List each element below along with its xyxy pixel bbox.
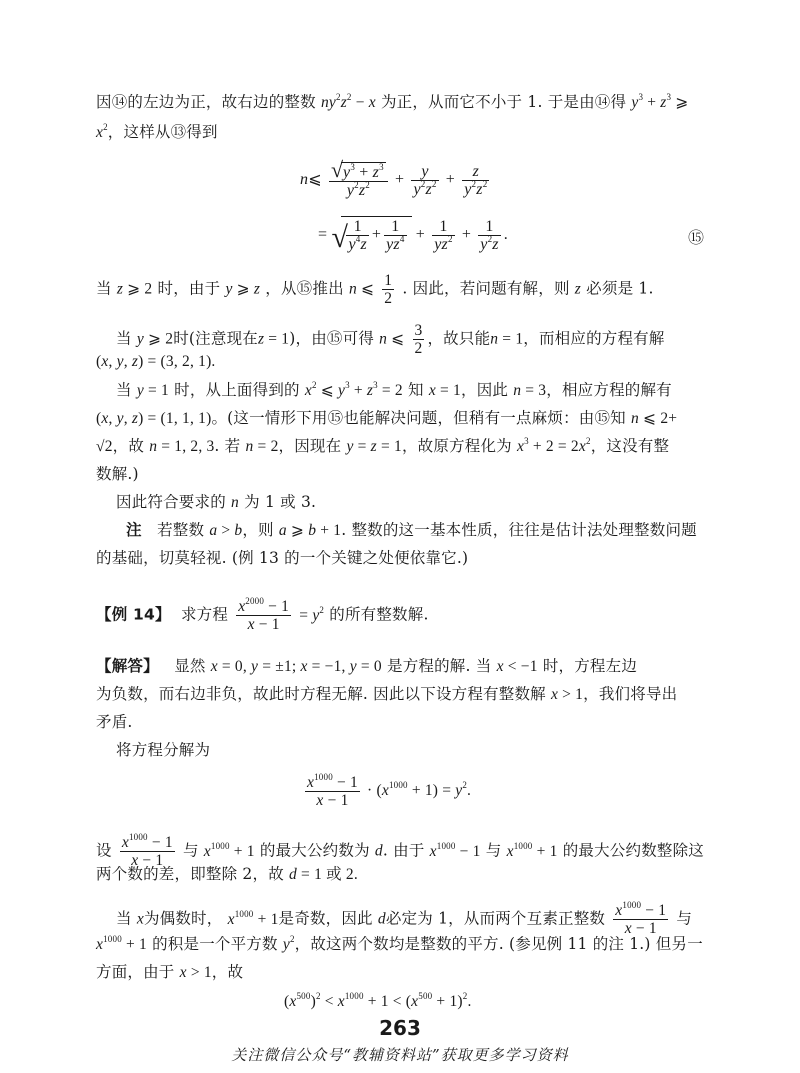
solution-line: $x^{1000} + 1$ 的积是一个平方数 $y^2$，故这两个数均是整数的平方. (参见例 11 的注 1.) 但另一 bbox=[96, 934, 703, 953]
solution-line: 设 $\frac{x^{1000} - 1}{x - 1}$ 与 $x^{1000} + 1$ 的最大公约数为 d. 由于 $x^{1000} - 1$ 与 $x^{1000} + 1$ 的最大公约数整除这 bbox=[96, 832, 705, 869]
solution-line: 两个数的差，即整除 2，故 d = 1 或 2. bbox=[96, 865, 358, 883]
example-heading: 【例 14】 求方程 $\frac{x^{2000} - 1}{x - 1}$ = $y^2$ 的所有整数解. bbox=[96, 596, 429, 633]
footer-watermark: 关注微信公众号“教辅资料站”获取更多学习资料 bbox=[231, 1046, 569, 1064]
text-line: 当 y = 1 时，从上面得到的 $x^2$ ⩽ $y^3 + z^3 = 2$ 知 x = 1，因此 n = 3，相应方程的解有 bbox=[116, 380, 672, 399]
display-equation: $\frac{x^{1000} - 1}{x - 1}$ · $(x^{1000} + 1) = y^2$. bbox=[307, 772, 472, 809]
solution-line: 矛盾. bbox=[96, 713, 133, 731]
page-number: 263 bbox=[379, 1016, 421, 1040]
text-line: 数解.) bbox=[96, 465, 139, 483]
solution-line: 【解答】 显然 x = 0, y = ±1; x = −1, y = 0 是方程的解. 当 x < −1 时，方程左边 bbox=[96, 657, 638, 675]
note-line: 的基础，切莫轻视. (例 13 的一个关键之处便依靠它.) bbox=[96, 549, 469, 567]
note-line: 注 若整数 a > b，则 a ⩾ b + 1. 整数的这一基本性质，往往是估计法处理整数问题 bbox=[126, 521, 697, 539]
text-line: 当 z ⩾ 2 时，由于 y ⩾ z ，从⑮推出 n ⩽ $\frac{1}{2}$ . 因此，若问题有解，则 z 必须是 1. bbox=[96, 272, 654, 307]
solution-line: 将方程分解为 bbox=[116, 741, 211, 759]
text-line: $x^2$，这样从⑬得到 bbox=[96, 122, 218, 141]
text-line: (x, y, z) = (3, 2, 1). bbox=[96, 353, 216, 370]
solution-line: 当 x为偶数时， $x^{1000} + 1$是奇数，因此 d必定为 1，从而两个互素正整数 $\frac{x^{1000} - 1}{x - 1}$ 与 bbox=[116, 900, 693, 937]
display-equation: n⩽ √ $y^3 + z^3$ $y^2z^2$ + $\frac{y}{y^2z^2}$ + $\frac{z}{y^2z^2}$ bbox=[300, 157, 488, 199]
display-equation: = √ $\frac{1}{y^4z}$ + $\frac{1}{yz^4}$ + $\frac{1}{yz^2}$ + $\frac{1}{y^2z}$ . bbox=[318, 218, 508, 254]
equation-number: ⑮ bbox=[688, 228, 705, 247]
solution-line: 方面，由于 x > 1，故 bbox=[96, 963, 244, 981]
text-line: (x, y, z) = (1, 1, 1)。(这一情形下用⑮也能解决问题，但稍有一点麻烦：由⑮知 n ⩽ 2+ bbox=[96, 409, 678, 427]
text-line: 因⑭的左边为正，故右边的整数 $ny^2z^2 - x$ 为正，从而它不小于 1. 于是由⑭得 $y^3 + z^3$ ⩾ bbox=[96, 92, 689, 111]
text-line: √2，故 n = 1, 2, 3. 若 n = 2，因现在 y = z = 1，故原方程化为 $x^3 + 2 = 2x^2$，这没有整 bbox=[96, 436, 670, 455]
solution-line: 为负数，而右边非负，故此时方程无解. 因此以下设方程有整数解 x > 1，我们将导出 bbox=[96, 685, 678, 703]
text-line: 当 y ⩾ 2时(注意现在z = 1)，由⑮可得 n ⩽ $\frac{3}{2}$ ，故只能n = 1，而相应的方程有解 bbox=[116, 322, 665, 357]
text-line: 因此符合要求的 n 为 1 或 3. bbox=[116, 493, 317, 511]
display-equation: $(x^{500})^2 < x^{1000} + 1 < (x^{500} + 1)^2$. bbox=[284, 991, 472, 1010]
